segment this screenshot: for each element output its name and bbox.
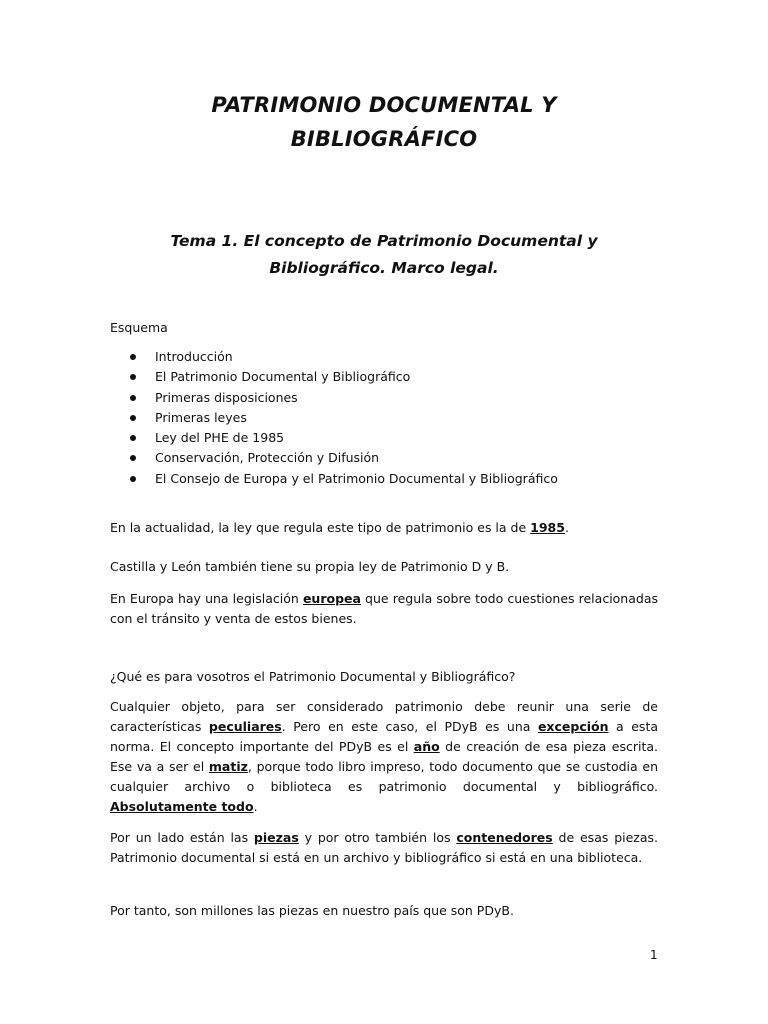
keyword-absolutamente-todo: Absolutamente todo <box>110 799 254 814</box>
bullet-icon <box>130 435 136 441</box>
list-item: Conservación, Protección y Difusión <box>110 448 558 468</box>
list-item: Ley del PHE de 1985 <box>110 428 558 448</box>
list-item: El Consejo de Europa y el Patrimonio Documental y Bibliográfico <box>110 469 558 489</box>
paragraph-piezas-contenedores: Por un lado están las piezas y por otro también los contenedores de esas piezas. Patrimonio documental si está en un archivo y bibliográfico si está en una biblioteca. <box>110 830 658 865</box>
keyword-excepcion: excepción <box>537 719 609 734</box>
list-item: El Patrimonio Documental y Bibliográfico <box>110 367 558 387</box>
bullet-icon <box>130 415 136 421</box>
paragraph-castilla-leon: Castilla y León también tiene su propia ley de Patrimonio D y B. <box>110 559 510 574</box>
bullet-icon <box>130 374 136 380</box>
keyword-1985: 1985 <box>530 520 565 535</box>
subtitle-line-1: Tema 1. El concepto de Patrimonio Documental y <box>170 232 598 250</box>
document-subtitle <box>110 228 658 282</box>
bullet-icon <box>130 455 136 461</box>
keyword-ano: año <box>413 739 440 754</box>
bullet-icon <box>130 354 136 360</box>
list-item: Introducción <box>110 347 558 367</box>
keyword-piezas: piezas <box>253 830 299 845</box>
paragraph-millones: Por tanto, son millones las piezas en nuestro país que son PDyB. <box>110 903 514 918</box>
keyword-contenedores: contenedores <box>456 830 553 845</box>
subtitle-line-2: Bibliográfico. Marco legal. <box>269 259 499 277</box>
keyword-peculiares: peculiares <box>208 719 282 734</box>
keyword-europea: europea <box>302 591 361 606</box>
title-line-1: PATRIMONIO DOCUMENTAL Y <box>211 93 557 117</box>
list-item: Primeras leyes <box>110 408 558 428</box>
list-item: Primeras disposiciones <box>110 388 558 408</box>
bullet-icon <box>130 476 136 482</box>
document-title <box>100 88 668 156</box>
title-line-2: BIBLIOGRÁFICO <box>290 127 478 151</box>
bullet-icon <box>130 395 136 401</box>
esquema-label: Esquema <box>110 320 168 335</box>
paragraph-question: ¿Qué es para vosotros el Patrimonio Documental y Bibliográfico? <box>110 669 516 684</box>
keyword-matiz: matiz <box>208 759 248 774</box>
paragraph-concepto: Cualquier objeto, para ser considerado patrimonio debe reunir una serie de características peculiares. Pero en este caso, el PDyB es una excepción a esta norma. El concepto importante del PDyB es el año de creación de esa pieza escrita. Ese va a ser el matiz, porque todo libro impreso, todo documento que se custodia en cualquier archivo o biblioteca es patrimonio documental y bibliográfico. Absolutamente todo. <box>110 699 659 814</box>
page-number: 1 <box>650 948 658 962</box>
paragraph-europa: En Europa hay una legislación europea que regula sobre todo cuestiones relacionadas con el tránsito y venta de estos bienes. <box>110 591 659 626</box>
esquema-list <box>110 347 558 489</box>
paragraph-ley-1985: En la actualidad, la ley que regula este tipo de patrimonio es la de 1985. <box>110 520 569 535</box>
